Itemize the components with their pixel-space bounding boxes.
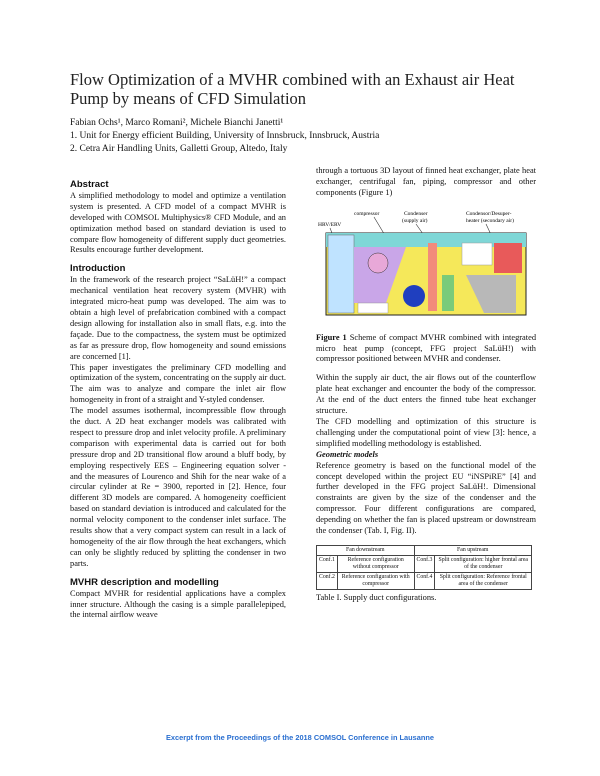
secondary-condenser: [494, 243, 522, 273]
intro-paragraph-2: This paper investigates the preliminary CFD modelling and optimization of the system, concentrating on the supply air duct. The aim was to analyze and compare the inlet air flow homogeneity in front of a straight and Y-styled condenser.: [70, 362, 286, 405]
table-cell: Conf.1: [317, 555, 338, 572]
right-paragraph-3: Reference geometry is based on the functional model of the concept developed within the project EU “iNSPiRE” [4] and further developed in the FFG project SaLüH!. Dimensional constraints are given by the size of the condenser and the compressor. Four different configurations are compared, depending on whether the fan is placed upstream or downstream the condenser (Tab. I, Fig. II).: [316, 460, 536, 536]
table-header-fan-upstream: Fan upstream: [414, 545, 531, 555]
label-hrv-erv: HRV/ERV: [318, 221, 342, 228]
introduction-heading: Introduction: [70, 263, 126, 275]
intro-paragraph-1: In the framework of the research project “SaLüH!” a compact mechanical ventilation heat recovery system (MVHR) with integrated micro-heat pump was developed. The aim was to obtain a high level of prefabrication combined with a compact design allowing for installation also in small flats, e.g. into the façade. Due to the compactness, the system must be optimized as far as pressure drop, flow homogeneity and sound emissions are concerned [1].: [70, 275, 286, 361]
left-column: [70, 180, 286, 621]
table-cell: Conf.2: [317, 572, 338, 589]
hrv-heat-exchanger: [328, 235, 354, 313]
mvhr-heading: MVHR description and modelling: [70, 576, 219, 588]
label-condenser: Condenser: [404, 210, 428, 217]
table-header-fan-downstream: Fan downstream: [317, 545, 415, 555]
mvhr-paragraph-1: Compact MVHR for residential applications have a complex inner structure. Although the casing is a simple parallelepiped, the internal airflow weave: [70, 588, 286, 620]
label-compressor: compressor: [354, 210, 380, 217]
table-caption: Table I. Supply duct configurations.: [316, 592, 437, 602]
compressor-body: [368, 253, 388, 273]
abstract-heading: Abstract: [70, 179, 109, 190]
desuperheater-block: [462, 243, 492, 265]
label-supply-air: (supply air): [402, 217, 428, 224]
paper-title: Flow Optimization of a MVHR combined with an Exhaust air Heat Pump by means of CFD Simulation: [70, 70, 515, 108]
mvhr-scheme-figure: [316, 203, 536, 323]
configurations-table: [316, 545, 532, 590]
figure-1-caption-text: Scheme of compact MVHR combined with integrated micro heat pump (concept, FFG project SaLüH!) with compressor positioned between MVHR and condenser.: [316, 332, 537, 364]
author-block: [70, 117, 379, 156]
right-paragraph-2: The CFD modelling and optimization of this structure is challenging under the computational point of view [3]: hence, a simplified modelling methodology is established.: [316, 416, 536, 448]
table-row: [317, 572, 532, 589]
author-names: Fabian Ochs¹, Marco Romani², Michele Bianchi Janetti¹: [70, 118, 284, 128]
table-row: [317, 555, 532, 572]
condenser-block: [428, 243, 437, 311]
fan-wheel: [403, 285, 425, 307]
inner-white-panel: [358, 303, 388, 313]
right-paragraph-0: through a tortuous 3D layout of finned heat exchanger, plate heat exchanger, centrifugal fan, piping, compressor and other components (Figure 1): [316, 166, 536, 197]
affiliation-1: 1. Unit for Energy efficient Building, University of Innsbruck, Innsbruck, Austria: [70, 131, 380, 141]
abstract-text: A simplified methodology to model and optimize a ventilation system is presented. A CFD model of a compact MVHR is developed with COMSOL Multiphysics® CFD Module, and an optimization method based on standard deviation is used to compare flow homogeneity of different supply duct geometries. Results encourage further development.: [70, 190, 286, 255]
figure-1: [316, 203, 536, 327]
table-cell: Conf.3: [414, 555, 435, 572]
green-component: [442, 275, 454, 311]
label-secondary-air: heater (secondary air): [466, 217, 514, 224]
figure-1-label: Figure 1: [316, 332, 347, 342]
affiliation-2: 2. Cetra Air Handling Units, Galletti Group, Altedo, Italy: [70, 144, 288, 154]
geometric-models-heading: Geometric models: [316, 449, 379, 459]
right-column: [316, 166, 536, 604]
table-cell: Reference configuration with compressor: [337, 572, 414, 589]
intro-paragraph-3: The model assumes isothermal, incompressible flow through the duct. A 2D heat exchanger models was calibrated with respect to pressure drop and inlet velocity profile. A preliminary comparison with experimental data is carried out for both pressure drop and 2D transitional flow around a bluff body, by employing respectively EES – Engineering equation solver - and the measures of Lourenco and Shih for the near wake of a circular cylinder at Re = 3900, reported in [2]. Hence, four different 3D models are compared. A homogeneity coefficient based on standard deviation is introduced and calculated for the normal velocity component to the condenser inlet surface. The results show that a very compact system can result in a lack of homogeneity of the air flow through the heat exchangers, which can only be slightly reduced by splitting the condenser in two parts.: [70, 406, 286, 568]
table-cell: Split configuration: higher frontal area of the condenser: [435, 555, 532, 572]
proceedings-footer: Excerpt from the Proceedings of the 2018 COMSOL Conference in Lausanne: [165, 733, 435, 742]
right-paragraph-1: Within the supply air duct, the air flows out of the counterflow plate heat exchanger and encounter the body of the compressor. At the end of the duct enters the finned tube heat exchanger structure.: [316, 373, 536, 416]
table-cell: Reference configuration without compressor: [337, 555, 414, 572]
table-cell: Split configuration: Reference frontal area of the condenser: [435, 572, 532, 589]
figure-1-caption: [316, 333, 536, 366]
table-cell: Conf.4: [414, 572, 435, 589]
label-desuperheater: Condensor/Desuper-: [466, 210, 512, 217]
